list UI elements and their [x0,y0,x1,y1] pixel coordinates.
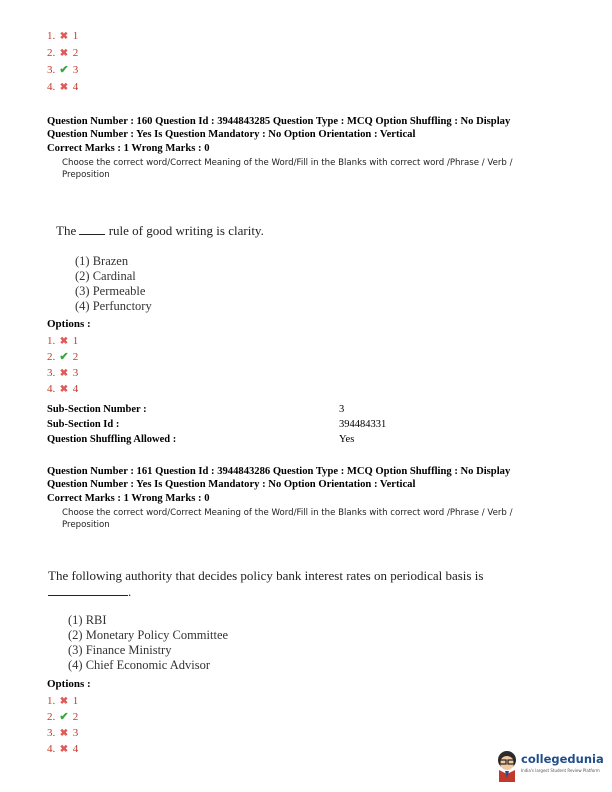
cross-icon: ✖ [59,48,69,59]
check-icon: ✔ [59,351,69,363]
question-text: The following authority that decides policy bank interest rates on periodical basis is [48,568,484,583]
option-row: 3. ✖ 3 [47,727,79,739]
option-row: 2. ✖ 2 [47,47,79,59]
option-row: 3. ✖ 3 [47,367,79,379]
cross-icon: ✖ [59,384,69,395]
mascot-icon [494,750,520,782]
option-row: 3. ✔ 3 [47,64,79,76]
option-row: 4. ✖ 4 [47,743,79,755]
option-row: 2. ✔ 2 [47,351,79,363]
cross-icon: ✖ [59,368,69,379]
blank [79,224,105,235]
option-row: 1. ✖ 1 [47,695,79,707]
options-label: Options : [47,678,91,690]
cross-icon: ✖ [59,82,69,93]
check-icon: ✔ [59,64,69,76]
blank [48,585,128,596]
choice: (3) Finance Ministry [68,643,172,657]
question-header-line2: Question Number : Yes Is Question Mandatory : No Option Orientation : Vertical [47,129,416,140]
option-row: 1. ✖ 1 [47,30,79,42]
brand-name: collegedunia [521,752,604,766]
subsection-values: 3 394484331 Yes [339,404,387,445]
option-row: 2. ✔ 2 [47,711,79,723]
choice: (2) Monetary Policy Committee [68,628,229,642]
question-text: The rule of good writing is clarity. [56,223,264,238]
cross-icon: ✖ [59,696,69,707]
cross-icon: ✖ [59,31,69,42]
instruction-cont: Preposition [62,520,110,530]
option-row: 4. ✖ 4 [47,383,79,395]
cross-icon: ✖ [59,728,69,739]
question-blank-line: . [48,584,131,600]
marks-line: Correct Marks : 1 Wrong Marks : 0 [47,143,210,154]
instruction-cont: Preposition [62,170,110,180]
choice: (1) RBI [68,613,107,627]
choice: (3) Permeable [75,284,146,298]
subsection-labels: Sub-Section Number : Sub-Section Id : Question Shuffling Allowed : [47,404,177,445]
choice: (4) Chief Economic Advisor [68,658,210,672]
options-label: Options : [47,318,91,330]
choice: (4) Perfunctory [75,299,152,313]
option-row: 4. ✖ 4 [47,81,79,93]
question-header-line2: Question Number : Yes Is Question Mandatory : No Option Orientation : Vertical [47,479,416,490]
cross-icon: ✖ [59,744,69,755]
check-icon: ✔ [59,711,69,723]
instruction: Choose the correct word/Correct Meaning of the Word/Fill in the Blanks with correct word /Phrase / Verb / [62,158,513,168]
question-header-line1: Question Number : 161 Question Id : 3944843286 Question Type : MCQ Option Shuffling : No Display [47,466,511,477]
option-row: 1. ✖ 1 [47,335,79,347]
marks-line: Correct Marks : 1 Wrong Marks : 0 [47,493,210,504]
choice: (1) Brazen [75,254,129,268]
choices-list [75,254,152,314]
question-header-line1: Question Number : 160 Question Id : 3944843285 Question Type : MCQ Option Shuffling : No Display [47,116,511,127]
collegedunia-logo [494,748,606,784]
brand-tagline: India's largest Student Review Platform [521,768,600,773]
choices-list [68,613,228,673]
cross-icon: ✖ [59,336,69,347]
choice: (2) Cardinal [75,269,136,283]
instruction: Choose the correct word/Correct Meaning of the Word/Fill in the Blanks with correct word /Phrase / Verb / [62,508,513,518]
